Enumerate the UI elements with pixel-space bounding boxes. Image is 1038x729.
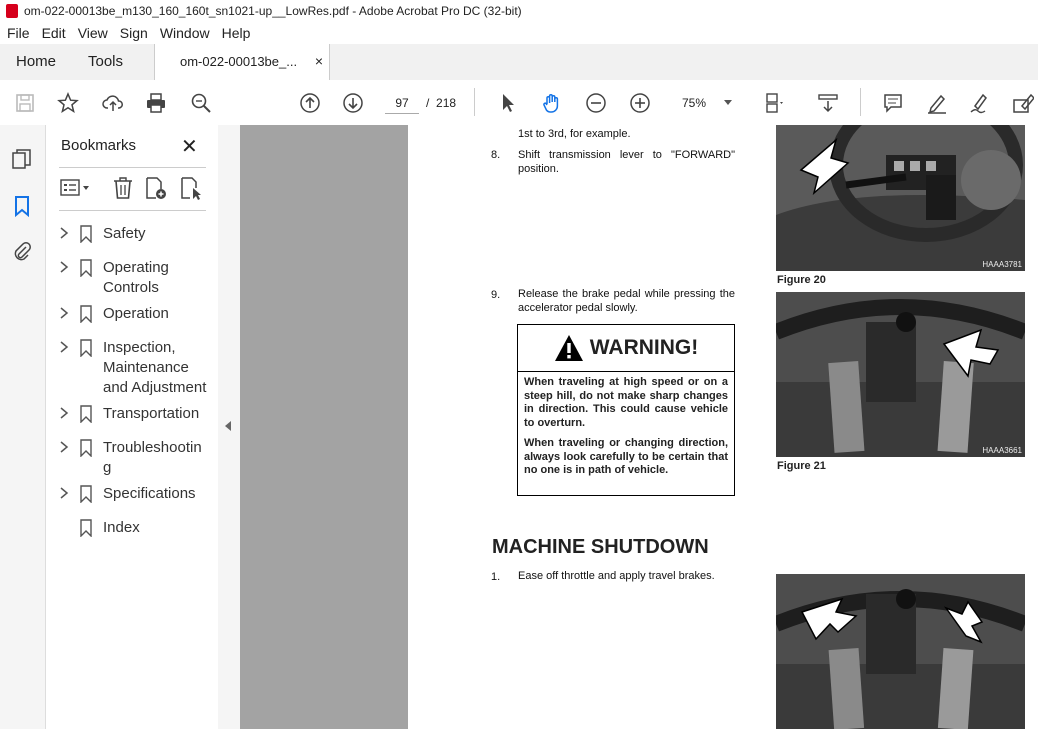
zoom-level-value: 75% <box>682 96 707 110</box>
warning-paragraph: When traveling at high speed or on a steep hill, do not make sharp changes in direction. This could cause vehicle to overturn. <box>524 376 728 429</box>
step-number: 1. <box>491 571 501 583</box>
chevron-right-icon[interactable] <box>59 306 69 320</box>
pdf-page <box>408 125 1038 729</box>
bookmark-label: Transportation <box>103 405 200 422</box>
steering-column-photo-icon <box>776 125 1025 271</box>
page-number-input[interactable]: 97 <box>385 93 419 114</box>
page-display-icon[interactable] <box>762 90 788 116</box>
highlight-pen-icon[interactable] <box>924 90 950 116</box>
warning-box <box>517 324 735 496</box>
figure-21-caption: Figure 21 <box>777 460 826 472</box>
bookmark-label: Specifications <box>103 485 196 502</box>
tab-close-icon[interactable]: × <box>314 53 323 69</box>
step-text: Release the brake pedal while pressing the accelerator pedal slowly. <box>518 288 735 314</box>
acrobat-icon <box>6 4 18 18</box>
figure-22-photo <box>776 574 1025 729</box>
left-navigation-rail <box>0 125 46 729</box>
step-number: 9. <box>491 289 501 301</box>
upload-cloud-icon[interactable] <box>100 90 126 116</box>
main-toolbar <box>0 80 1038 126</box>
bookmark-label: Index <box>103 519 140 536</box>
page-total-count: 218 <box>436 96 457 110</box>
bookmark-icon <box>79 225 93 243</box>
bookmarks-toolbar <box>59 167 206 211</box>
chevron-right-icon[interactable] <box>59 486 69 500</box>
menu-help[interactable]: Help <box>221 25 251 41</box>
zoom-level-select[interactable] <box>668 93 738 113</box>
figure-20-caption: Figure 20 <box>777 274 826 286</box>
bookmark-label: Inspection, Maintenance and Adjustment <box>103 339 207 396</box>
menu-edit[interactable]: Edit <box>41 25 66 41</box>
text-fragment: 1st to 3rd, for example. <box>518 128 631 140</box>
chevron-down-icon <box>724 100 732 105</box>
page-total <box>426 93 456 113</box>
bookmarks-panel <box>46 125 219 729</box>
chevron-right-icon[interactable] <box>59 406 69 420</box>
step-text: Shift transmission lever to "FORWARD" position. <box>518 149 735 175</box>
chevron-right-icon[interactable] <box>59 440 69 454</box>
delete-bookmark-icon[interactable] <box>111 176 135 200</box>
zoom-in-icon[interactable] <box>627 90 653 116</box>
brake-pedal-photo-icon <box>776 292 1025 457</box>
bookmark-label: Safety <box>103 225 146 242</box>
bookmark-label: Operating Controls <box>103 259 169 296</box>
bookmark-from-selection-icon[interactable] <box>179 176 203 200</box>
tab-bar <box>0 44 1038 81</box>
save-icon[interactable] <box>12 90 38 116</box>
bookmark-icon <box>79 519 93 537</box>
edit-pdf-icon[interactable] <box>1010 90 1036 116</box>
figure-21-code: HAAA3661 <box>982 446 1022 455</box>
figure-20-code: HAAA3781 <box>982 260 1022 269</box>
figure-20-photo <box>776 125 1025 271</box>
figure-21-photo <box>776 292 1025 457</box>
section-heading: MACHINE SHUTDOWN <box>492 536 709 558</box>
tab-document-label: om-022-00013be_... <box>180 54 298 69</box>
menu-file[interactable]: File <box>7 25 30 41</box>
bookmark-icon <box>79 339 93 357</box>
pages-thumbnails-icon[interactable] <box>11 148 33 170</box>
new-bookmark-icon[interactable] <box>144 176 168 200</box>
tab-tools[interactable]: Tools <box>88 53 124 70</box>
next-page-icon[interactable] <box>340 90 366 116</box>
menu-bar <box>0 22 1038 44</box>
bookmark-panel-icon[interactable] <box>11 195 33 217</box>
step-text: Ease off throttle and apply travel brakes. <box>518 570 715 582</box>
warning-header <box>518 325 734 372</box>
title-bar <box>0 0 1038 23</box>
bookmark-label: Operation <box>103 305 169 322</box>
warning-paragraph: When traveling or changing direction, always look carefully to be certain that no one is in path of vehicle. <box>524 437 728 476</box>
menu-window[interactable]: Window <box>159 25 210 41</box>
comment-icon[interactable] <box>880 90 906 116</box>
chevron-right-icon[interactable] <box>59 260 69 274</box>
sign-pen-icon[interactable] <box>967 90 993 116</box>
window-title: om-022-00013be_m130_160_160t_sn1021-up__LowRes.pdf - Adobe Acrobat Pro DC (32-bit) <box>24 4 522 18</box>
star-icon[interactable] <box>55 90 81 116</box>
bookmark-label: Troubleshooting <box>103 439 202 476</box>
collapse-panel-arrow-icon[interactable] <box>225 421 231 431</box>
step-number: 8. <box>491 149 501 161</box>
close-icon[interactable]: ✕ <box>181 136 198 158</box>
menu-sign[interactable]: Sign <box>119 25 148 41</box>
tab-home[interactable]: Home <box>16 53 57 70</box>
bookmark-icon <box>79 439 93 457</box>
scroll-mode-icon[interactable] <box>815 90 841 116</box>
hand-tool-icon[interactable] <box>539 90 565 116</box>
tab-document[interactable] <box>154 44 330 80</box>
chevron-right-icon[interactable] <box>59 226 69 240</box>
warning-triangle-icon <box>554 334 584 362</box>
bookmark-options-icon[interactable] <box>59 176 83 200</box>
bookmark-icon <box>79 259 93 277</box>
pedals-shutdown-photo-icon <box>776 574 1025 729</box>
panel-collapse-gutter <box>218 125 240 729</box>
zoom-search-icon[interactable] <box>188 90 214 116</box>
document-canvas-background <box>240 125 408 729</box>
select-pointer-icon[interactable] <box>495 90 521 116</box>
menu-view[interactable]: View <box>77 25 108 41</box>
warning-title: WARNING! <box>589 336 699 359</box>
bookmark-icon <box>79 305 93 323</box>
chevron-right-icon[interactable] <box>59 340 69 354</box>
page-separator: / <box>426 96 430 110</box>
bookmark-icon <box>79 405 93 423</box>
toolbar-divider <box>474 88 475 116</box>
attachment-paperclip-icon[interactable] <box>11 240 33 262</box>
toolbar-divider <box>860 88 861 116</box>
bookmark-icon <box>79 485 93 503</box>
print-icon[interactable] <box>143 90 169 116</box>
bookmarks-title: Bookmarks <box>61 137 137 154</box>
zoom-out-icon[interactable] <box>583 90 609 116</box>
previous-page-icon[interactable] <box>297 90 323 116</box>
